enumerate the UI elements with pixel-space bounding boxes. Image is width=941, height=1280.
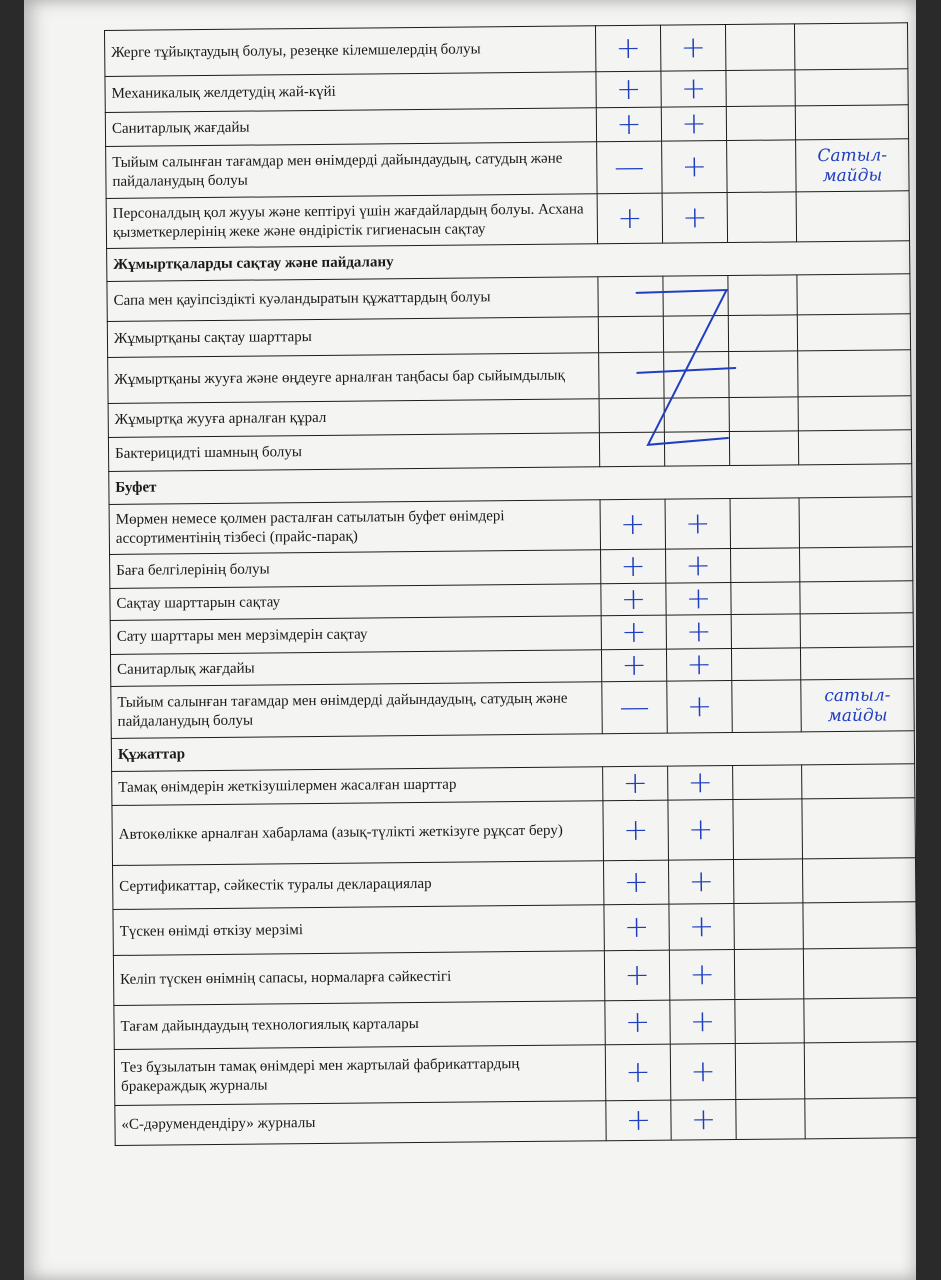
row-label: Жұмыртқа жууға арналған құрал: [108, 399, 599, 438]
mark-column-2: +: [662, 141, 727, 194]
checklist-row: [112, 798, 916, 866]
handwritten-note: [800, 547, 913, 582]
checklist-row: [108, 350, 911, 404]
mark-column-3: [734, 949, 803, 1000]
handwritten-note: [804, 1042, 918, 1099]
row-label: Автокөлікке арналған хабарлама (азық-түлікті жеткізуге рұқсат беру): [112, 801, 604, 866]
handwritten-note: [800, 647, 913, 680]
mark-column-2: +: [668, 859, 733, 904]
mark-column-3: [735, 999, 804, 1044]
handwritten-note: [794, 23, 907, 70]
mark-column-2: +: [671, 1099, 736, 1140]
mark-column-2: +: [660, 25, 725, 72]
checklist-row: [114, 998, 917, 1050]
mark-column-2: +: [666, 549, 731, 584]
inspection-checklist: [104, 22, 927, 1146]
mark-column-1: +: [604, 950, 669, 1001]
row-label: Келіп түскен өнімнің сапасы, нормаларға сәйкестігі: [113, 951, 604, 1006]
row-label: Сақтау шарттарын сақтау: [110, 584, 601, 621]
mark-column-2: [663, 276, 728, 317]
mark-column-2: +: [669, 949, 734, 1000]
mark-column-3: [736, 1099, 805, 1140]
handwritten-note: [800, 581, 913, 614]
mark-column-1: [598, 316, 663, 353]
section-title: Құжаттар: [111, 731, 914, 772]
mark-column-3: [730, 498, 799, 549]
handwritten-note: [796, 191, 909, 242]
mark-column-1: +: [603, 766, 668, 801]
mark-column-3: [732, 680, 801, 733]
checklist-row: [113, 948, 916, 1006]
handwritten-note: [797, 314, 910, 351]
checklist-row: [113, 902, 916, 956]
row-label: Санитарлық жағдайы: [110, 650, 601, 687]
mark-column-3: [731, 582, 800, 615]
mark-column-1: +: [597, 193, 662, 244]
mark-column-2: +: [670, 1043, 736, 1100]
row-label: Жұмыртқаны сақтау шарттары: [107, 317, 598, 358]
mark-column-1: +: [604, 904, 669, 951]
mark-column-1: [599, 398, 664, 433]
row-label: Тыйым салынған тағамдар мен өнімдерді дайындаудың, сатудың және пайдаланудың болуы: [111, 682, 602, 739]
mark-column-3: [733, 799, 803, 860]
mark-column-1: +: [606, 1100, 671, 1141]
checklist-table: [104, 22, 919, 1146]
mark-column-2: +: [667, 681, 732, 734]
checklist-row: [115, 1098, 918, 1146]
handwritten-note: сатыл-майды: [801, 679, 914, 732]
handwritten-note: [803, 902, 916, 949]
handwritten-note: [799, 497, 912, 548]
handwritten-note: [803, 948, 916, 999]
mark-column-3: [725, 24, 794, 71]
mark-column-2: +: [665, 499, 730, 550]
section-title: Жұмыртқаларды сақтау және пайдалану: [107, 241, 910, 282]
section-title: Буфет: [109, 464, 912, 505]
row-label: Баға белгілерінің болуы: [110, 550, 601, 589]
mark-column-2: +: [666, 583, 731, 616]
mark-column-1: [598, 276, 663, 317]
handwritten-note: [797, 274, 910, 315]
checklist-row: [111, 679, 914, 739]
row-label: Тамақ өнімдерін жеткізушілермен жасалған шарттар: [112, 767, 603, 806]
handwritten-note: [795, 105, 908, 140]
handwritten-note: [798, 396, 911, 431]
mark-column-1: —: [597, 141, 662, 194]
mark-column-2: +: [669, 903, 734, 950]
row-label: Санитарлық жағдайы: [105, 108, 596, 147]
mark-column-3: [731, 548, 800, 583]
mark-column-1: +: [603, 860, 668, 905]
mark-column-1: +: [596, 107, 661, 142]
mark-column-2: +: [661, 71, 726, 108]
mark-column-3: [731, 648, 800, 681]
mark-column-3: [726, 106, 795, 141]
mark-column-3: [726, 70, 795, 107]
mark-column-2: [664, 352, 729, 399]
checklist-row: [105, 23, 908, 77]
row-label: Сату шарттары мен мерзімдерін сақтау: [110, 616, 601, 655]
mark-column-3: [733, 765, 802, 800]
mark-column-1: +: [605, 1000, 670, 1045]
mark-column-2: +: [670, 999, 735, 1044]
mark-column-1: +: [601, 583, 666, 616]
row-label: Жұмыртқаны жууға және өңдеуге арналған таңбасы бар сыйымдылық: [108, 353, 599, 404]
mark-column-1: [599, 432, 664, 467]
checklist-row: [113, 858, 916, 910]
row-label: Сертификаттар, сәйкестік туралы декларациялар: [113, 861, 604, 910]
mark-column-1: +: [595, 25, 660, 72]
row-label: Тағам дайындаудың технологиялық карталары: [114, 1001, 605, 1050]
row-label: Тез бұзылатын тамақ өнімдері мен жартылай фабрикаттардың бракераждық журналы: [114, 1045, 606, 1106]
mark-column-3: [733, 859, 802, 904]
mark-column-3: [729, 351, 798, 398]
handwritten-note: [798, 430, 911, 465]
mark-column-1: +: [601, 649, 666, 682]
mark-column-3: [727, 140, 796, 193]
row-label: «С-дәрумендендіру» журналы: [115, 1101, 606, 1146]
mark-column-1: [599, 352, 664, 399]
row-label: Мөрмен немесе қолмен расталған сатылатын буфет өнімдері ассортиментінің тізбесі (прайс-парақ): [109, 500, 600, 555]
mark-column-2: +: [668, 799, 734, 860]
handwritten-note: [802, 798, 916, 859]
mark-column-2: [664, 432, 729, 467]
handwritten-note: [804, 998, 917, 1043]
mark-column-3: [731, 614, 800, 649]
mark-column-2: +: [666, 615, 731, 650]
handwritten-note: [800, 613, 913, 648]
mark-column-2: +: [662, 193, 727, 244]
row-label: Түскен өнімді өткізу мерзімі: [113, 905, 604, 956]
mark-column-3: [729, 431, 798, 466]
mark-column-1: +: [605, 1044, 671, 1101]
handwritten-note: [795, 69, 908, 106]
mark-column-1: —: [602, 681, 667, 734]
mark-column-2: +: [661, 107, 726, 142]
handwritten-note: [805, 1098, 918, 1139]
mark-column-2: [664, 398, 729, 433]
mark-column-2: +: [668, 765, 733, 800]
checklist-row: [109, 497, 912, 555]
row-label: Персоналдың қол жууы және кептіруі үшін жағдайлардың болуы. Асхана қызметкерлерінің жеке және өндірістік гигиенасын сақтау: [106, 194, 597, 249]
mark-column-1: +: [596, 71, 661, 108]
row-label: Механикалық желдетудің жай-күйі: [105, 72, 596, 113]
mark-column-1: +: [601, 549, 666, 584]
checklist-row: [114, 1042, 918, 1106]
mark-column-1: +: [603, 800, 669, 861]
mark-column-3: [727, 192, 796, 243]
handwritten-note: [798, 350, 911, 397]
checklist-row: [106, 191, 909, 249]
mark-column-1: +: [601, 615, 666, 650]
mark-column-3: [734, 903, 803, 950]
mark-column-3: [735, 1043, 805, 1100]
mark-column-3: [729, 397, 798, 432]
mark-column-2: [663, 316, 728, 353]
paper-sheet: [24, 0, 916, 1280]
row-label: Тыйым салынған тағамдар мен өнімдерді дайындаудың, сатудың және пайдаланудың болуы: [106, 142, 597, 199]
mark-column-1: +: [600, 499, 665, 550]
row-label: Бактерицидті шамның болуы: [108, 433, 599, 472]
mark-column-3: [728, 275, 797, 316]
mark-column-2: +: [666, 649, 731, 682]
row-label: Жерге тұйықтаудың болуы, резеңке кілемшелердің болуы: [105, 26, 596, 77]
handwritten-note: [802, 764, 915, 799]
row-label: Сапа мен қауіпсіздікті куәландыратын құжаттардың болуы: [107, 277, 598, 322]
handwritten-note: Сатыл-майды: [796, 139, 909, 192]
handwritten-note: [802, 858, 915, 903]
mark-column-3: [728, 315, 797, 352]
checklist-row: [106, 139, 909, 199]
